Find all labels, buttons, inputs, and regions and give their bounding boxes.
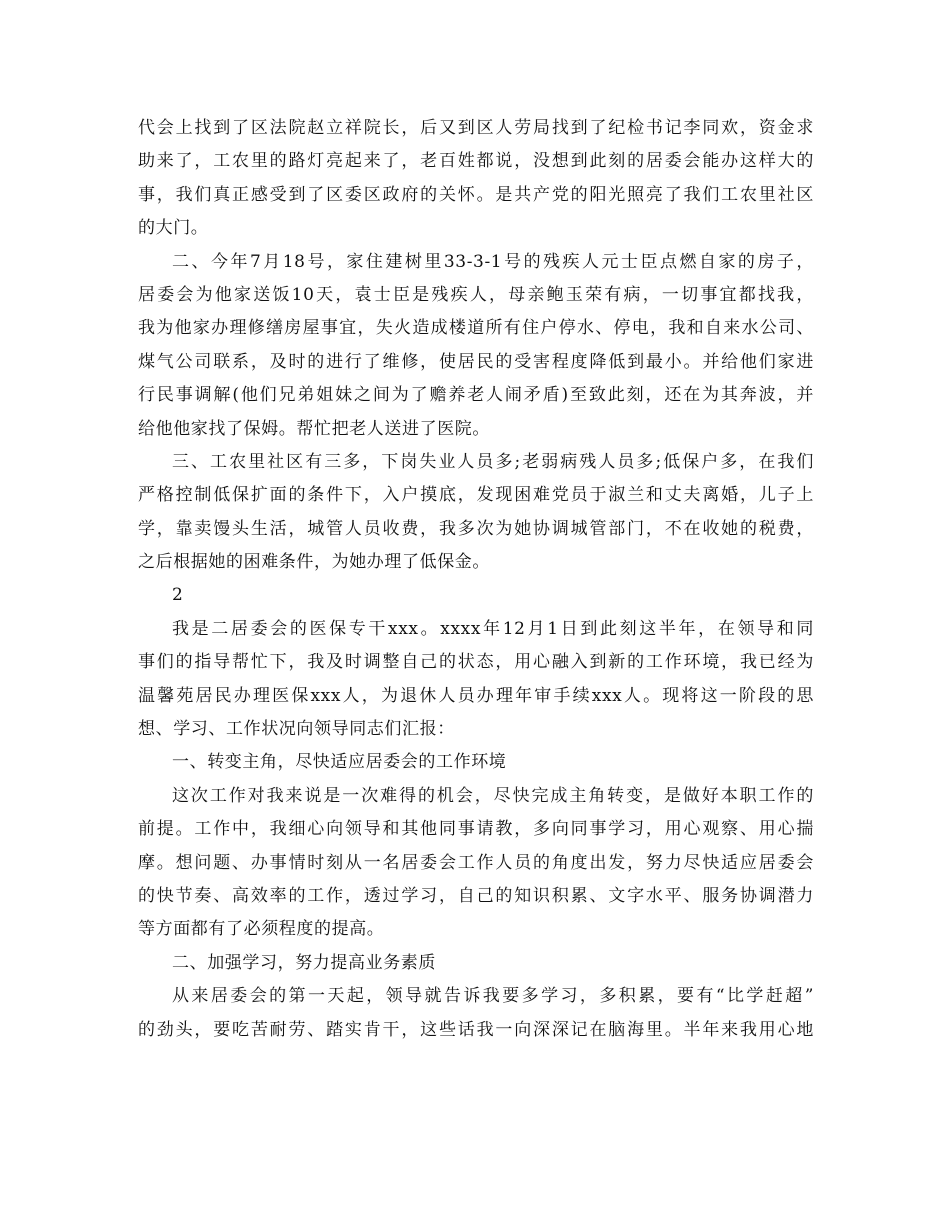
text-line: 代会上找到了区法院赵立祥院长，后又到区人劳局找到了纪检书记李同欢，资金求 xyxy=(138,118,814,138)
text-line: 温馨苑居民办理医保xxx人，为退休人员办理年审手续xxx人。现将这一阶段的思 xyxy=(138,685,814,706)
text-line: 2 xyxy=(172,585,184,606)
text-line: 的快节奏、高效率的工作，透过学习，自己的知识积累、文字水平、服务协调潜力 xyxy=(138,885,814,906)
text-line: 行民事调解(他们兄弟姐妹之间为了赡养老人闹矛盾)至致此刻，还在为其奔波，并 xyxy=(138,385,814,406)
text-line: 二、加强学习，努力提高业务素质 xyxy=(172,952,436,973)
text-line: 这次工作对我来说是一次难得的机会，尽快完成主角转变，是做好本职工作的 xyxy=(172,785,814,806)
text-line: 我是二居委会的医保专干xxx。xxxx年12月1日到此刻这半年，在领导和同 xyxy=(172,618,814,639)
text-line: 严格控制低保扩面的条件下，入户摸底，发现困难党员于淑兰和丈夫离婚，儿子上 xyxy=(138,485,814,506)
text-line: 我为他家办理修缮房屋事宜，失火造成楼道所有住户停水、停电，我和自来水公司、 xyxy=(138,318,814,339)
text-line: 的劲头，要吃苦耐劳、踏实肯干，这些话我一向深深记在脑海里。半年来我用心地 xyxy=(138,1019,814,1040)
text-line: 学，靠卖馒头生活，城管人员收费，我多次为她协调城管部门，不在收她的税费， xyxy=(138,518,814,539)
text-line: 从来居委会的第一天起，领导就告诉我要多学习，多积累，要有“比学赶超” xyxy=(172,986,814,1007)
text-line: 的大门。 xyxy=(138,218,209,239)
document-body xyxy=(138,112,814,1047)
text-line: 居委会为他家送饭10天，袁士臣是残疾人，母亲鲍玉荣有病，一切事宜都找我， xyxy=(138,284,814,305)
text-line: 前提。工作中，我细心向领导和其他同事请教，多向同事学习，用心观察、用心揣 xyxy=(138,819,814,840)
text-line: 等方面都有了必须程度的提高。 xyxy=(138,919,385,940)
text-line: 一、转变主角，尽快适应居委会的工作环境 xyxy=(172,752,507,773)
text-line: 煤气公司联系，及时的进行了维修，使居民的受害程度降低到最小。并给他们家进 xyxy=(138,351,814,372)
text-line: 三、工农里社区有三多，下岗失业人员多;老弱病残人员多;低保户多，在我们 xyxy=(172,451,814,472)
text-line: 助来了，工农里的路灯亮起来了，老百姓都说，没想到此刻的居委会能办这样大的 xyxy=(138,151,814,172)
text-line: 摩。想问题、办事情时刻从一名居委会工作人员的角度出发，努力尽快适应居委会 xyxy=(138,852,814,873)
text-line: 二、今年7月18号，家住建树里33-3-1号的残疾人元士臣点燃自家的房子， xyxy=(172,251,814,272)
text-line: 给他他家找了保姆。帮忙把老人送进了医院。 xyxy=(138,418,490,439)
text-line: 想、学习、工作状况向领导同志们汇报： xyxy=(138,719,455,740)
text-line: 事，我们真正感受到了区委区政府的关怀。是共产党的阳光照亮了我们工农里社区 xyxy=(138,184,814,205)
text-line: 事们的指导帮忙下，我及时调整自己的状态，用心融入到新的工作环境，我已经为 xyxy=(138,652,814,673)
text-line: 之后根据她的困难条件，为她办理了低保金。 xyxy=(138,552,490,573)
